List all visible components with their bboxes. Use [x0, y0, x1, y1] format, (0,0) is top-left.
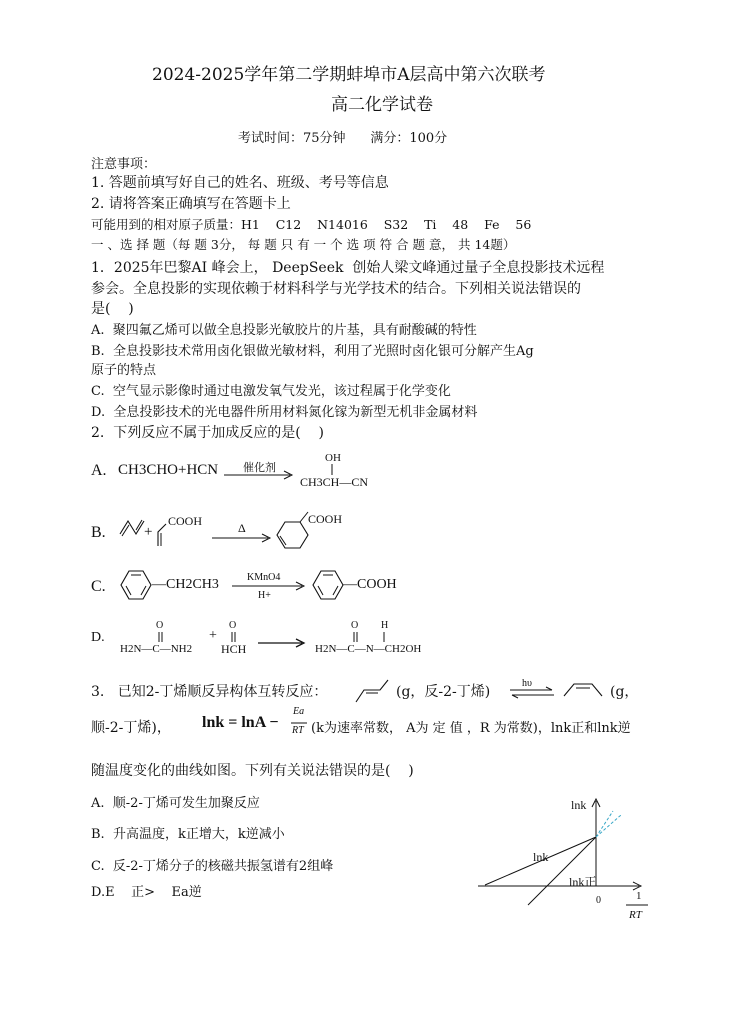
q1-option-d: D. 全息投影技术的光电器件所用材料氮化镓为新型无机非金属材料	[91, 405, 478, 420]
q2-b-arrow	[212, 533, 274, 543]
q3-stem-part3: (g，	[610, 684, 639, 700]
section-heading: 一 、选 择 题（每 题 3分， 每 题 只 有 一 个 选 项 符 合 题 意， 共 14题）	[91, 237, 516, 252]
note-item-2: 2. 请将答案正确填写在答题卡上	[91, 196, 291, 212]
q2-stem: 2. 下列反应不属于加成反应的是( )	[91, 425, 324, 441]
q1-option-c: C. 空气显示影像时通过电激发氧气发光，该过程属于化学变化	[91, 384, 451, 399]
graph-extension-2	[596, 811, 613, 837]
exam-subtitle: 高二化学试卷	[331, 95, 433, 115]
q2-d-h: H	[381, 620, 389, 631]
graph-label-lnk-lower: lnk正	[569, 875, 597, 889]
q2-d-o-2: O	[229, 620, 237, 631]
q3-formula: lnk = lnA −	[202, 714, 279, 731]
q3-option-d: D.E 正> Ea逆	[91, 885, 202, 900]
q2-d-o-1: O	[156, 620, 164, 631]
q3-stem-part2: (g，反-2-丁烯)	[396, 684, 491, 700]
q3-option-c: C. 反-2-丁烯分子的核磁共振氢谱有2组峰	[91, 859, 334, 874]
q1-option-b-line1: B. 全息投影技术常用卤化银做光敏材料，利用了光照时卤化银可分解产生Ag	[91, 344, 534, 359]
q2-b-delta: Δ	[238, 521, 246, 535]
q1-stem-line3: 是( )	[91, 301, 134, 317]
q2-c-reagent-top: KMnO4	[247, 572, 281, 583]
q2-d-hcho: HCH	[221, 642, 247, 656]
q3-stem-part1: 3. 已知2-丁烯顺反异构体互转反应：	[91, 684, 328, 700]
q2-d-o-3: O	[351, 620, 359, 631]
q3-line2-b: (k为速率常数， A为 定 值 ，R 为常数)，lnk正和lnk逆	[311, 721, 631, 736]
q2-b-plus: +	[144, 524, 153, 540]
q3-equilibrium-arrow	[510, 687, 556, 699]
q2-a-catalyst: 催化剂	[243, 462, 276, 474]
q2-d-urea: H2N—C—NH2	[120, 643, 193, 655]
q2-c-ethyl: —CH2CH3	[152, 577, 219, 592]
q3-option-b: B. 升高温度，k正增大，k逆减小	[91, 827, 285, 842]
q2-d-plus: +	[209, 628, 217, 643]
graph-x-denominator: RT	[629, 909, 642, 921]
q1-option-b-line2: 原子的特点	[91, 363, 157, 378]
graph-origin: 0	[596, 895, 601, 906]
q1-stem-line1: 1．2025年巴黎AI 峰会上， DeepSeek 创始人梁文峰通过量子全息投影技术远程	[91, 260, 605, 276]
q1-stem-line2: 参会。全息投影的实现依赖于材料科学与光学技术的结合。下列相关说法错误的	[91, 281, 581, 297]
graph-y-label: lnk	[571, 798, 587, 812]
q2-d-arrow	[258, 638, 308, 648]
q2-c-cooh: —COOH	[343, 577, 397, 592]
q3-line3: 随温度变化的曲线如图。下列有关说法错误的是( )	[91, 763, 414, 779]
exam-info: 考试时间：75分钟 满分：100分	[238, 131, 448, 146]
atomic-masses: 可能用到的相对原子质量：H1 C12 N14016 S32 Ti 48 Fe 56	[91, 217, 532, 232]
exam-title: 2024-2025学年第二学期蚌埠市A层高中第六次联考	[152, 65, 546, 85]
graph-x-numerator: 1	[636, 890, 642, 902]
graph-label-lnk-upper: lnk	[533, 850, 549, 864]
q2-c-reagent-bottom: H+	[258, 590, 271, 601]
q3-option-a: A. 顺-2-丁烯可发生加聚反应	[91, 796, 260, 811]
q2-d-product: H2N—C—N—CH2OH	[315, 643, 422, 655]
q1-option-a: A. 聚四氟乙烯可以做全息投影光敏胶片的片基，具有耐酸碱的特性	[91, 323, 477, 338]
q3-trans-butene-structure	[354, 680, 390, 698]
q2-a-oh: OH	[325, 452, 341, 464]
q2-b-cooh-2: COOH	[308, 512, 343, 526]
q2-a-arrow	[224, 470, 296, 480]
q3-formula-fraction-bar	[291, 722, 309, 724]
graph-line-upper	[528, 837, 596, 905]
q2-a-label: A.	[91, 462, 107, 479]
q3-lnk-graph	[475, 795, 655, 925]
q2-c-benzene-ring-1	[118, 568, 156, 604]
q2-d-label: D.	[91, 630, 105, 645]
q2-c-label: C.	[91, 578, 106, 595]
q3-formula-denominator: RT	[292, 725, 304, 736]
q2-b-cooh-1: COOH	[168, 514, 203, 528]
q3-cis-butene-structure	[562, 680, 606, 698]
q3-hv-label: hυ	[522, 678, 532, 689]
q3-formula-numerator: Ea	[293, 706, 305, 717]
q2-a-product: CH3CH—CN	[300, 475, 369, 489]
notes-heading: 注意事项：	[91, 157, 157, 172]
q2-b-label: B.	[91, 524, 106, 541]
q3-line2-a: 顺-2-丁烯)，	[91, 720, 171, 736]
note-item-1: 1. 答题前填写好自己的姓名、班级、考号等信息	[91, 175, 389, 191]
q2-a-reactants: CH3CHO+HCN	[118, 462, 219, 478]
